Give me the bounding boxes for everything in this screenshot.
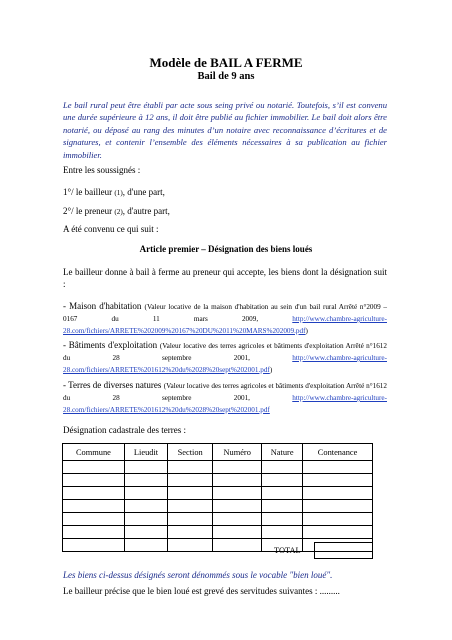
table-header-section: Section bbox=[168, 444, 213, 461]
table-cell[interactable] bbox=[63, 487, 125, 500]
item-note: (Valeur locative de la maison d'habitation au sein d'un bail rural Arrêté n°2009 – 0167 du 11 mars 2009, bbox=[63, 303, 387, 323]
servitudes-line: Le bailleur précise que le bien loué est grevé des servitudes suivantes : ......... bbox=[63, 586, 340, 596]
soussignes-line: Entre les soussignés : bbox=[63, 165, 141, 175]
table-cell[interactable] bbox=[63, 474, 125, 487]
table-cell[interactable] bbox=[63, 513, 125, 526]
table-header-numero: Numéro bbox=[213, 444, 262, 461]
table-body bbox=[63, 461, 373, 552]
item-end: ) bbox=[305, 327, 308, 335]
bailleur-line bbox=[63, 187, 165, 197]
item-link[interactable]: http://www.chambre-agriculture-28.com/fichiers/ARRETE%201612%20du%2028%20sept%202001.pdf bbox=[63, 394, 387, 414]
table-cell[interactable] bbox=[303, 500, 373, 513]
item-note: (Valeur locative des terres agricoles et bâtiments d'exploitation Arrêté n°1612 du 28 septembre 2001, bbox=[63, 342, 387, 362]
table-row bbox=[63, 513, 373, 526]
table-cell[interactable] bbox=[63, 461, 125, 474]
cadastral-table bbox=[62, 443, 373, 552]
table-cell[interactable] bbox=[213, 539, 262, 552]
table-cell[interactable] bbox=[124, 526, 167, 539]
preneur-prefix: 2°/ le preneur bbox=[63, 206, 115, 216]
table-cell[interactable] bbox=[262, 474, 303, 487]
biens-loue-line: Les biens ci-dessus désignés seront dénommés sous le vocable "bien loué". bbox=[63, 570, 333, 580]
total-value-cell[interactable] bbox=[314, 542, 373, 559]
table-cell[interactable] bbox=[168, 487, 213, 500]
cadastrale-heading: Désignation cadastrale des terres : bbox=[63, 425, 186, 435]
bailleur-prefix: 1°/ le bailleur bbox=[63, 187, 115, 197]
total-label: TOTAL bbox=[274, 546, 301, 555]
table-row bbox=[63, 474, 373, 487]
table-cell[interactable] bbox=[262, 526, 303, 539]
table-cell[interactable] bbox=[124, 500, 167, 513]
item-batiments bbox=[63, 340, 387, 376]
table-cell[interactable] bbox=[168, 539, 213, 552]
table-cell[interactable] bbox=[303, 461, 373, 474]
table-cell[interactable] bbox=[213, 474, 262, 487]
table-cell[interactable] bbox=[303, 474, 373, 487]
bailleur-suffix: , d'une part, bbox=[122, 187, 165, 197]
table-cell[interactable] bbox=[262, 513, 303, 526]
item-end: ) bbox=[269, 366, 273, 374]
item-link[interactable]: http://www.chambre-agriculture-28.com/fichiers/ARRETE%201612%20du%2028%20sept%202001.pdf bbox=[63, 354, 387, 374]
table-cell[interactable] bbox=[63, 500, 125, 513]
intro-paragraph: Le bail rural peut être établi par acte sous seing privé ou notarié. Toutefois, s’il est convenu une durée supérieure à 12 ans, il doit être publié au fichier immobilier. Le bail doit alors être notarié, ou déposé au rang des minutes d’un notaire avec reconnaissance d’écritures et de signatures, et contenir l’ensemble des éléments nécessaires à sa publication au fichier immobilier. bbox=[63, 100, 387, 160]
table-header-row bbox=[63, 444, 373, 461]
table-cell[interactable] bbox=[213, 513, 262, 526]
table-cell[interactable] bbox=[213, 526, 262, 539]
table-cell[interactable] bbox=[63, 526, 125, 539]
table-cell[interactable] bbox=[124, 539, 167, 552]
table-cell[interactable] bbox=[124, 474, 167, 487]
table-row bbox=[63, 487, 373, 500]
table-cell[interactable] bbox=[63, 539, 125, 552]
table-cell[interactable] bbox=[168, 513, 213, 526]
table-cell[interactable] bbox=[124, 461, 167, 474]
table-cell[interactable] bbox=[213, 461, 262, 474]
item-note: (Valeur locative des terres agricoles et bâtiments d'exploitation Arrêté n°1612 du 28 septembre 2001, bbox=[63, 382, 387, 402]
table-header-nature: Nature bbox=[262, 444, 303, 461]
item-maison bbox=[63, 301, 387, 337]
preneur-line bbox=[63, 206, 170, 216]
article-text: Le bailleur donne à bail à ferme au preneur qui accepte, les biens dont la désignation suit : bbox=[63, 267, 387, 289]
table-cell[interactable] bbox=[303, 526, 373, 539]
table-cell[interactable] bbox=[124, 487, 167, 500]
table-cell[interactable] bbox=[168, 526, 213, 539]
table-cell[interactable] bbox=[262, 487, 303, 500]
item-terres bbox=[63, 380, 387, 416]
document-subtitle: Bail de 9 ans bbox=[197, 71, 255, 82]
preneur-note: (2) bbox=[114, 208, 123, 216]
table-cell[interactable] bbox=[262, 500, 303, 513]
preneur-suffix: , d'autre part, bbox=[122, 206, 170, 216]
convenu-line: A été convenu ce qui suit : bbox=[63, 224, 159, 234]
document-title: Modèle de BAIL A FERME bbox=[149, 55, 303, 70]
table-cell[interactable] bbox=[262, 461, 303, 474]
table-row bbox=[63, 500, 373, 513]
table-cell[interactable] bbox=[303, 487, 373, 500]
table-cell[interactable] bbox=[124, 513, 167, 526]
item-link[interactable]: http://www.chambre-agriculture-28.com/fichiers/ARRETE%202009%20167%20DU%2011%20MARS%202009.pdf bbox=[63, 315, 387, 335]
bailleur-note: (1) bbox=[114, 189, 123, 197]
item-label: - Maison d'habitation bbox=[63, 301, 145, 311]
table-cell[interactable] bbox=[168, 474, 213, 487]
table-cell[interactable] bbox=[213, 487, 262, 500]
table-cell[interactable] bbox=[168, 461, 213, 474]
article-heading: Article premier – Désignation des biens loués bbox=[139, 244, 313, 254]
item-label: - Terres de diverses natures bbox=[63, 380, 164, 390]
table-row bbox=[63, 526, 373, 539]
table-header-lieudit: Lieudit bbox=[124, 444, 167, 461]
table-header-contenance: Contenance bbox=[303, 444, 373, 461]
table-cell[interactable] bbox=[168, 500, 213, 513]
table-header-commune: Commune bbox=[63, 444, 125, 461]
item-label: - Bâtiments d'exploitation bbox=[63, 340, 160, 350]
table-cell[interactable] bbox=[213, 500, 262, 513]
table-cell[interactable] bbox=[303, 513, 373, 526]
table-row bbox=[63, 461, 373, 474]
